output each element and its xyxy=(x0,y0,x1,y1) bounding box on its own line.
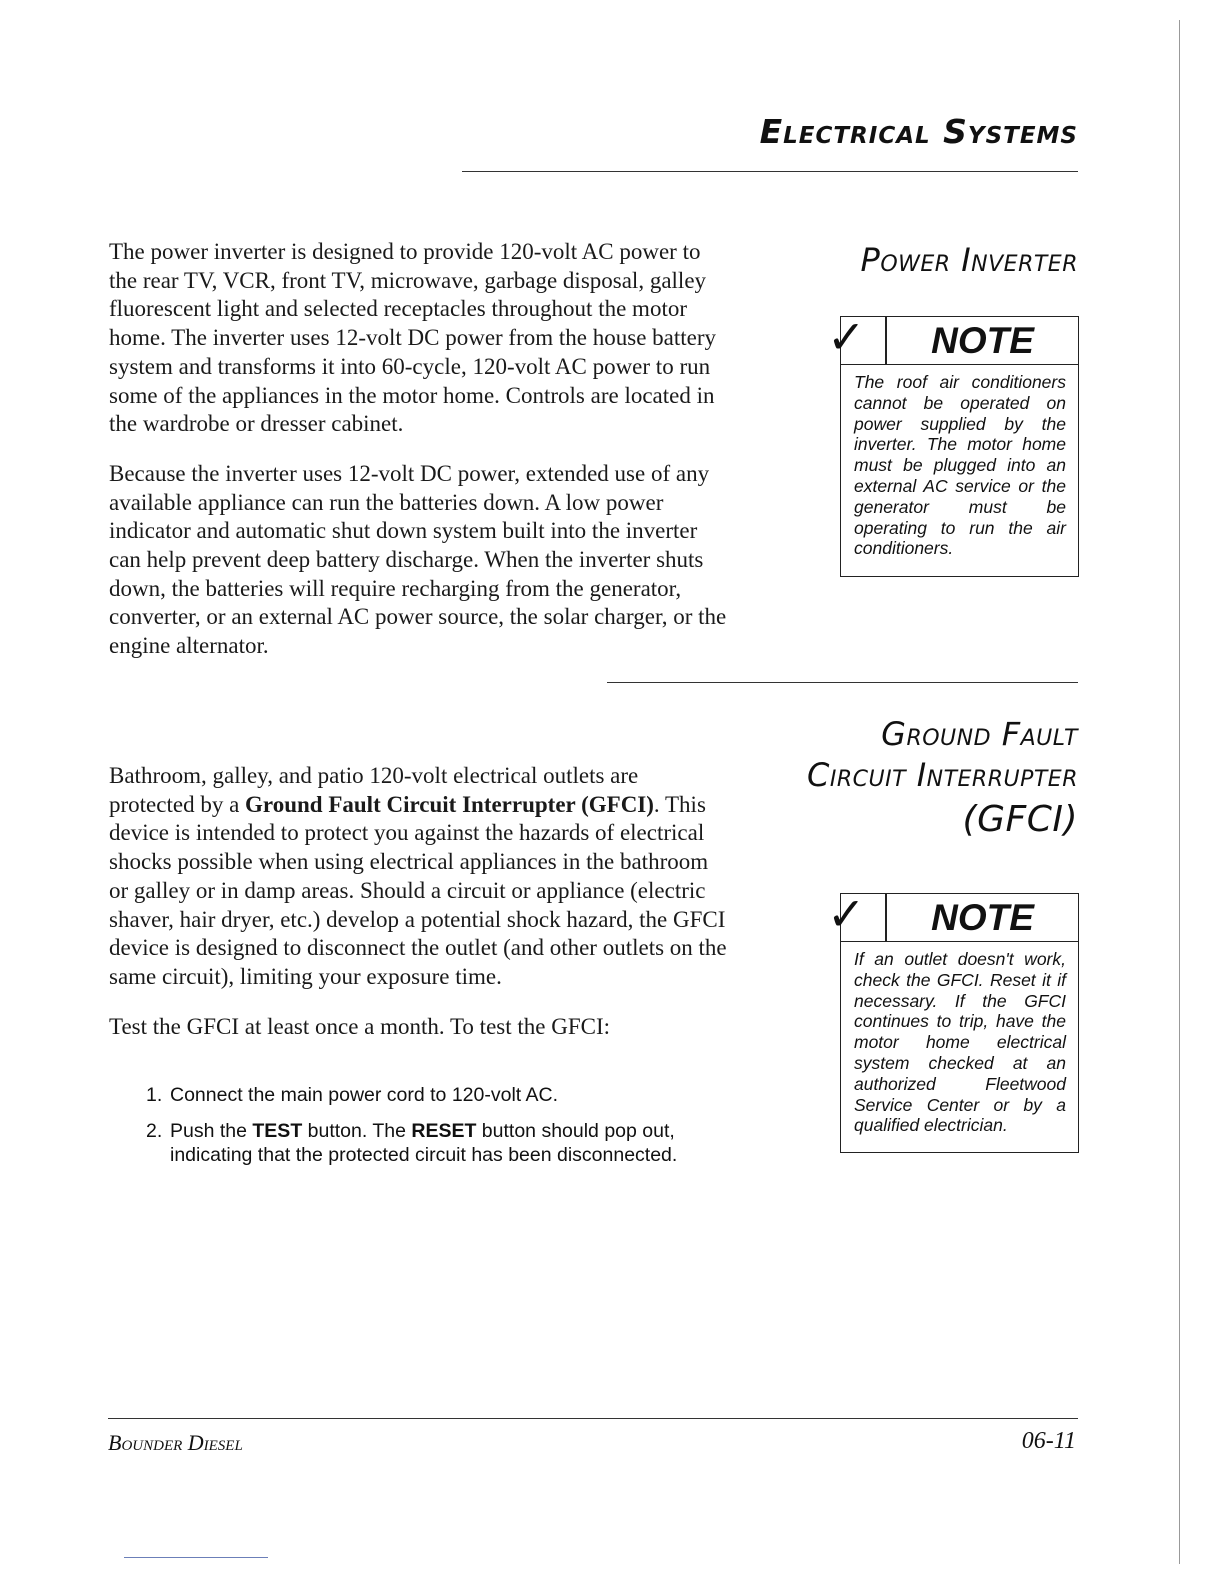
step-number: 1. xyxy=(146,1084,163,1106)
step-text-part: button should pop out, indicating that the protected circuit has been disconnected. xyxy=(170,1120,678,1166)
note-label: NOTE xyxy=(931,897,1034,938)
power-inverter-paragraph-1: The power inverter is designed to provide 120-volt AC power to the rear TV, VCR, front TV, microwave, garbage disposal, galley fluorescent light and selected receptacles throughout the motor home. The inverter uses 12-volt DC power from the house battery system and transforms it into 60-cycle, 120-volt AC power to run some of the appliances in the motor home. Controls are located in the wardrobe or dresser cabinet. xyxy=(109,239,717,437)
footer-rule xyxy=(108,1418,1078,1419)
gfci-paragraph-1-text: Bathroom, galley, and patio 120-volt electrical outlets are protected by a xyxy=(109,763,639,817)
gfci-note xyxy=(827,887,1079,1153)
gfci-test-steps xyxy=(146,1083,726,1179)
checkmark-icon: ✓ xyxy=(827,887,866,941)
power-inverter-body xyxy=(109,238,729,682)
test-button-term: TEST xyxy=(252,1120,303,1142)
list-item xyxy=(146,1083,726,1107)
list-item xyxy=(146,1119,726,1167)
note-label: NOTE xyxy=(931,320,1034,361)
step-text: Connect the main power cord to 120-volt AC. xyxy=(170,1084,559,1106)
step-text-part: button. The xyxy=(302,1120,412,1142)
scan-artifact-line xyxy=(124,1557,268,1558)
power-inverter-paragraph-2: Because the inverter uses 12-volt DC power, extended use of any available appliance can run the batteries down. A low power indicator and automatic shut down system built into the inverter can help prevent deep battery discharge. When the inverter shuts down, the batteries will require recharging from the generator, converter, or an external AC power source, the solar charger, or the engine alternator. xyxy=(109,460,727,659)
section-divider-rule xyxy=(607,682,1078,683)
step-number: 2. xyxy=(146,1120,163,1142)
footer-manual-title: Bounder Diesel xyxy=(108,1430,243,1455)
power-inverter-heading: Power Inverter xyxy=(860,241,1078,279)
page-section-title: Electrical Systems xyxy=(759,112,1078,151)
gfci-heading xyxy=(758,714,1078,844)
step-text xyxy=(170,1120,677,1166)
checkmark-icon: ✓ xyxy=(827,310,866,364)
note-header xyxy=(827,887,1078,942)
note-header xyxy=(827,310,1078,365)
page-number: 06-11 xyxy=(1021,1428,1076,1454)
gfci-paragraph-2: Test the GFCI at least once a month. To test the GFCI: xyxy=(109,1013,611,1039)
reset-button-term: RESET xyxy=(411,1120,477,1142)
gfci-heading-line-2: Circuit Interrupter xyxy=(807,756,1078,794)
power-inverter-note xyxy=(827,310,1079,577)
gfci-heading-line-1: Ground Fault xyxy=(881,715,1078,753)
gfci-body xyxy=(109,762,727,1055)
note-text: The roof air conditioners cannot be operated on power supplied by the inverter. The motor home must be plugged into an external AC service or the generator must be operating to run the air conditioners. xyxy=(854,372,1066,559)
scan-edge-line xyxy=(1179,20,1180,1564)
note-text: If an outlet doesn't work, check the GFCI. Reset it if necessary. If the GFCI continues to trip, have the motor home electrical system checked at an authorized Fleetwood Service Center or by a qualified electrician. xyxy=(854,949,1066,1136)
gfci-heading-line-3: (GFCI) xyxy=(962,799,1078,840)
header-rule xyxy=(462,171,1078,172)
gfci-paragraph-1 xyxy=(109,762,727,992)
gfci-paragraph-1-text-cont: . This device is intended to protect you against the hazards of electrical shocks possible when using electrical appliances in the bathroom or galley or in damp areas. Should a circuit or appliance (electric shaver, hair dryer, etc.) develop a potential shock hazard, the GFCI device is designed to disconnect the outlet (and other outlets on the same circuit), limiting your exposure time. xyxy=(109,791,727,989)
gfci-term: Ground Fault Circuit Interrupter (GFCI) xyxy=(245,791,654,817)
step-text-part: Push the xyxy=(170,1120,253,1142)
